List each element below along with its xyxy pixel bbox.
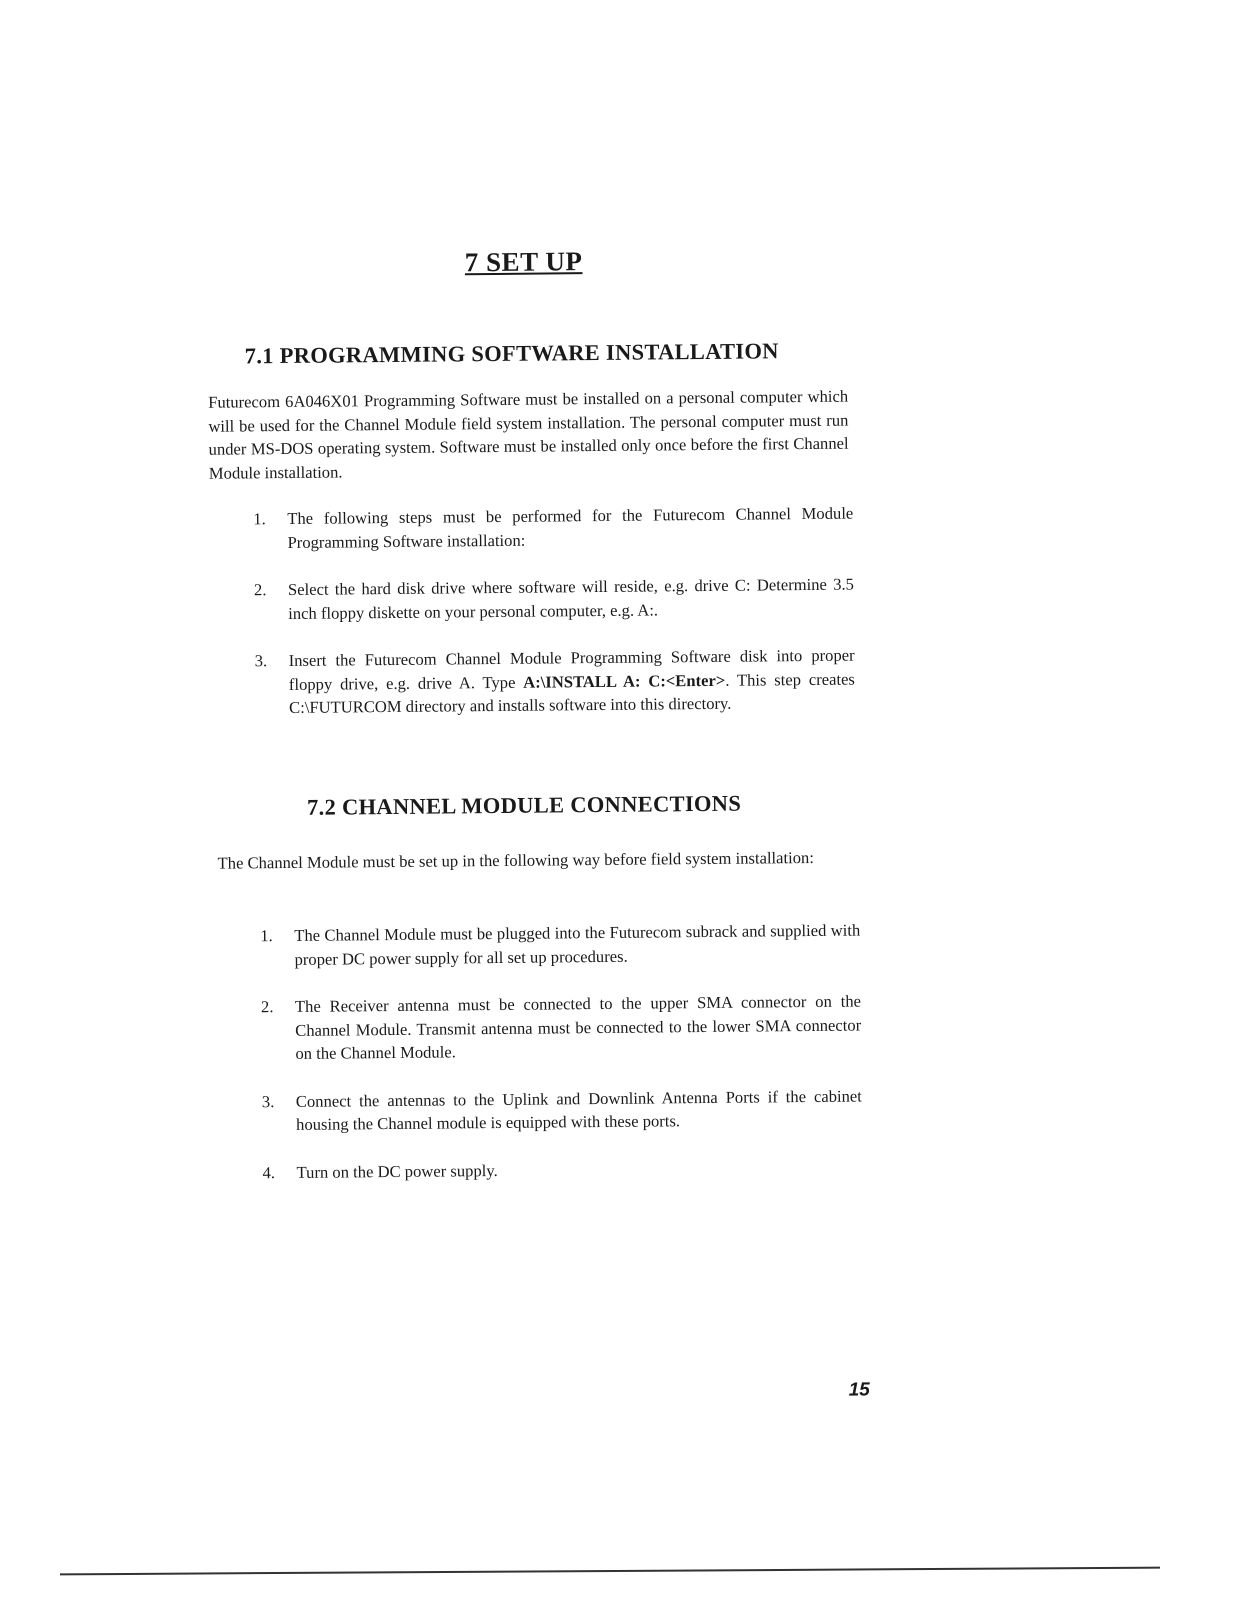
list-item-number: 1. (253, 509, 266, 529)
page-number: 15 (848, 1379, 870, 1401)
list-item (260, 919, 860, 972)
list-item-number: 2. (260, 997, 274, 1017)
list-item-text (289, 644, 856, 720)
list-item-text: The following steps must be performed for the Futurecom Channel Module Programming Software installation: (287, 503, 854, 552)
installation-steps-list (253, 502, 855, 744)
list-item (253, 502, 853, 555)
section-heading-7-2: 7.2 CHANNEL MODULE CONNECTIONS (306, 790, 742, 820)
list-item-text: The Receiver antenna must be connected to the upper SMA connector on the Channel Module. Transmit antenna must be connected to the lower SMA connector on the Channel Module. (294, 991, 862, 1063)
chapter-title: 7 SET UP (464, 246, 583, 278)
connection-steps-list (260, 919, 863, 1209)
install-command: A:\INSTALL A: C:<Enter> (523, 670, 726, 692)
section-heading-7-1: 7.1 PROGRAMMING SOFTWARE INSTALLATION (244, 338, 779, 369)
list-item-number: 3. (261, 1091, 275, 1111)
list-item-number: 1. (260, 926, 273, 946)
list-item-number: 4. (262, 1162, 276, 1182)
list-item-text: Select the hard disk drive where software will reside, e.g. drive C: Determine 3.5 inch floppy diskette on your personal computer, e.g. A:. (287, 574, 855, 623)
section-7-1-intro: Futurecom 6A046X01 Programming Software must be installed on a personal computer which will be used for the Channel Module field system installation. The personal computer must run under MS-DOS operating system. Software must be installed only once before the first Channel Module installation. (208, 386, 849, 483)
list-item (261, 990, 862, 1066)
list-item-text: Turn on the DC power supply. (296, 1160, 498, 1182)
section-7-2-intro: The Channel Module must be set up in the following way before field system installation: (217, 847, 814, 873)
list-item-number: 3. (254, 651, 268, 671)
list-item (262, 1155, 862, 1184)
list-item-text-after: . This step creates C:\FUTURCOM directory and installs software into this directory. (289, 669, 855, 717)
list-item-text-before: Insert the Futurecom Channel Module Programming Software disk into proper floppy drive, e.g. drive A. Type (288, 645, 855, 694)
list-item-text: The Channel Module must be plugged into the Futurecom subrack and supplied with proper DC power supply for all set up procedures. (294, 920, 861, 969)
list-item (262, 1084, 862, 1137)
list-item (255, 644, 856, 720)
list-item-number: 2. (253, 580, 267, 600)
list-item-text: Connect the antennas to the Uplink and Downlink Antenna Ports if the cabinet housing the Channel module is equipped with these ports. (295, 1086, 862, 1134)
list-item (254, 573, 854, 626)
